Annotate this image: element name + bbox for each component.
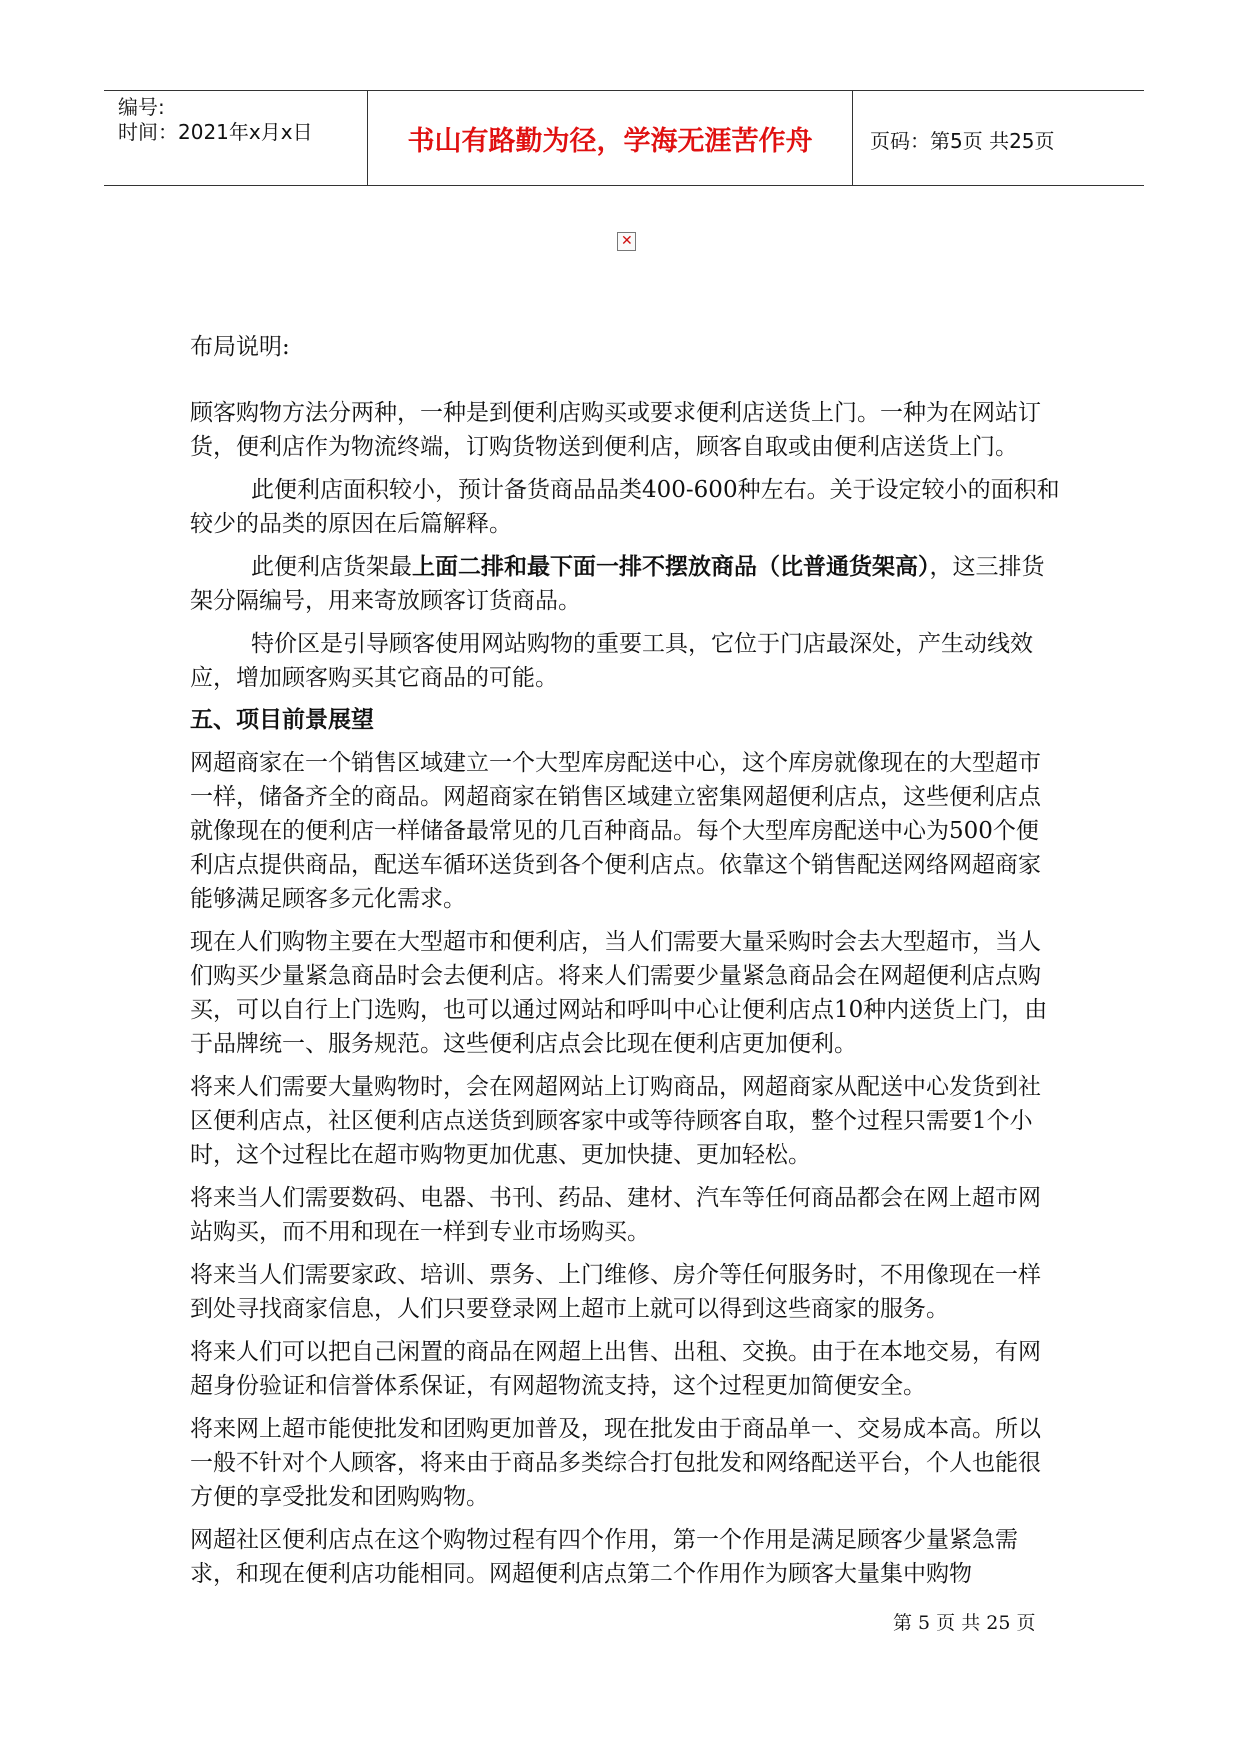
shelf-text-pre: 此便利店货架最 bbox=[251, 554, 412, 580]
paragraph-shelf bbox=[190, 550, 1060, 618]
header-page-cell bbox=[854, 91, 1144, 185]
paragraph: 将来人们可以把自己闲置的商品在网超上出售、出租、交换。由于在本地交易，有网超身份验证和信誉体系保证，有网超物流支持，这个过程更加简便安全。 bbox=[190, 1339, 1041, 1399]
layout-description-label: 布局说明: bbox=[190, 334, 290, 360]
shelf-text-post: ，这三排货架分隔编号，用来寄放顾客订货商品。 bbox=[190, 554, 1045, 614]
paragraph: 将来人们需要大量购物时，会在网超网站上订购商品，网超商家从配送中心发货到社区便利店点，社区便利店点送货到顾客家中或等待顾客自取，整个过程只需要1个小时，这个过程比在超市购物更加优惠、更加快捷、更加轻松。 bbox=[190, 1074, 1041, 1168]
shelf-text-bold: 上面二排和最下面一排不摆放商品（比普通货架高） bbox=[412, 553, 930, 580]
paragraph: 现在人们购物主要在大型超市和便利店，当人们需要大量采购时会去大型超市，当人们购买少量紧急商品时会去便利店。将来人们需要少量紧急商品会在网超便利店点购买，可以自行上门选购，也可以通过网站和呼叫中心让便利店点10种内送货上门，由于品牌统一、服务规范。这些便利店点会比现在便利店更加便利。 bbox=[190, 929, 1048, 1057]
header-motto-cell bbox=[368, 91, 853, 185]
broken-image-glyph: ✕ bbox=[621, 233, 633, 249]
paragraph: 特价区是引导顾客使用网站购物的重要工具，它位于门店最深处，产生动线效应，增加顾客购买其它商品的可能。 bbox=[190, 631, 1033, 691]
broken-image-icon bbox=[617, 232, 636, 251]
header-page-code: 页码：第5页 共25页 bbox=[870, 129, 1055, 153]
document-header bbox=[104, 90, 1144, 186]
document-number-label: 编号: bbox=[118, 95, 165, 119]
document-time-label: 时间：2021年x月x日 bbox=[118, 120, 313, 144]
paragraph: 顾客购物方法分两种，一种是到便利店购买或要求便利店送货上门。一种为在网站订货，便利店作为物流终端，订购货物送到便利店，顾客自取或由便利店送货上门。 bbox=[190, 400, 1041, 460]
header-info-cell bbox=[104, 91, 368, 185]
page-footer: 第 5 页 共 25 页 bbox=[893, 1612, 1036, 1634]
paragraph: 网超商家在一个销售区域建立一个大型库房配送中心，这个库房就像现在的大型超市一样，储备齐全的商品。网超商家在销售区域建立密集网超便利店点，这些便利店点就像现在的便利店一样储备最常见的几百种商品。每个大型库房配送中心为500个便利店点提供商品，配送车循环送货到各个便利店点。依靠这个销售配送网络网超商家能够满足顾客多元化需求。 bbox=[190, 750, 1041, 912]
paragraph: 将来当人们需要家政、培训、票务、上门维修、房介等任何服务时，不用像现在一样到处寻找商家信息，人们只要登录网上超市上就可以得到这些商家的服务。 bbox=[190, 1262, 1041, 1322]
paragraph: 将来网上超市能使批发和团购更加普及，现在批发由于商品单一、交易成本高。所以一般不针对个人顾客，将来由于商品多类综合打包批发和网络配送平台，个人也能很方便的享受批发和团购购物。 bbox=[190, 1416, 1041, 1510]
section-title: 五、项目前景展望 bbox=[190, 706, 374, 733]
paragraph: 网超社区便利店点在这个购物过程有四个作用，第一个作用是满足顾客少量紧急需求，和现在便利店功能相同。网超便利店点第二个作用作为顾客大量集中购物 bbox=[190, 1527, 1018, 1587]
header-motto: 书山有路勤为径，学海无涯苦作舟 bbox=[407, 126, 813, 157]
paragraph: 此便利店面积较小，预计备货商品品类400-600种左右。关于设定较小的面积和较少的品类的原因在后篇解释。 bbox=[190, 477, 1060, 537]
document-body bbox=[190, 330, 1060, 1591]
paragraph: 将来当人们需要数码、电器、书刊、药品、建材、汽车等任何商品都会在网上超市网站购买，而不用和现在一样到专业市场购买。 bbox=[190, 1185, 1041, 1245]
